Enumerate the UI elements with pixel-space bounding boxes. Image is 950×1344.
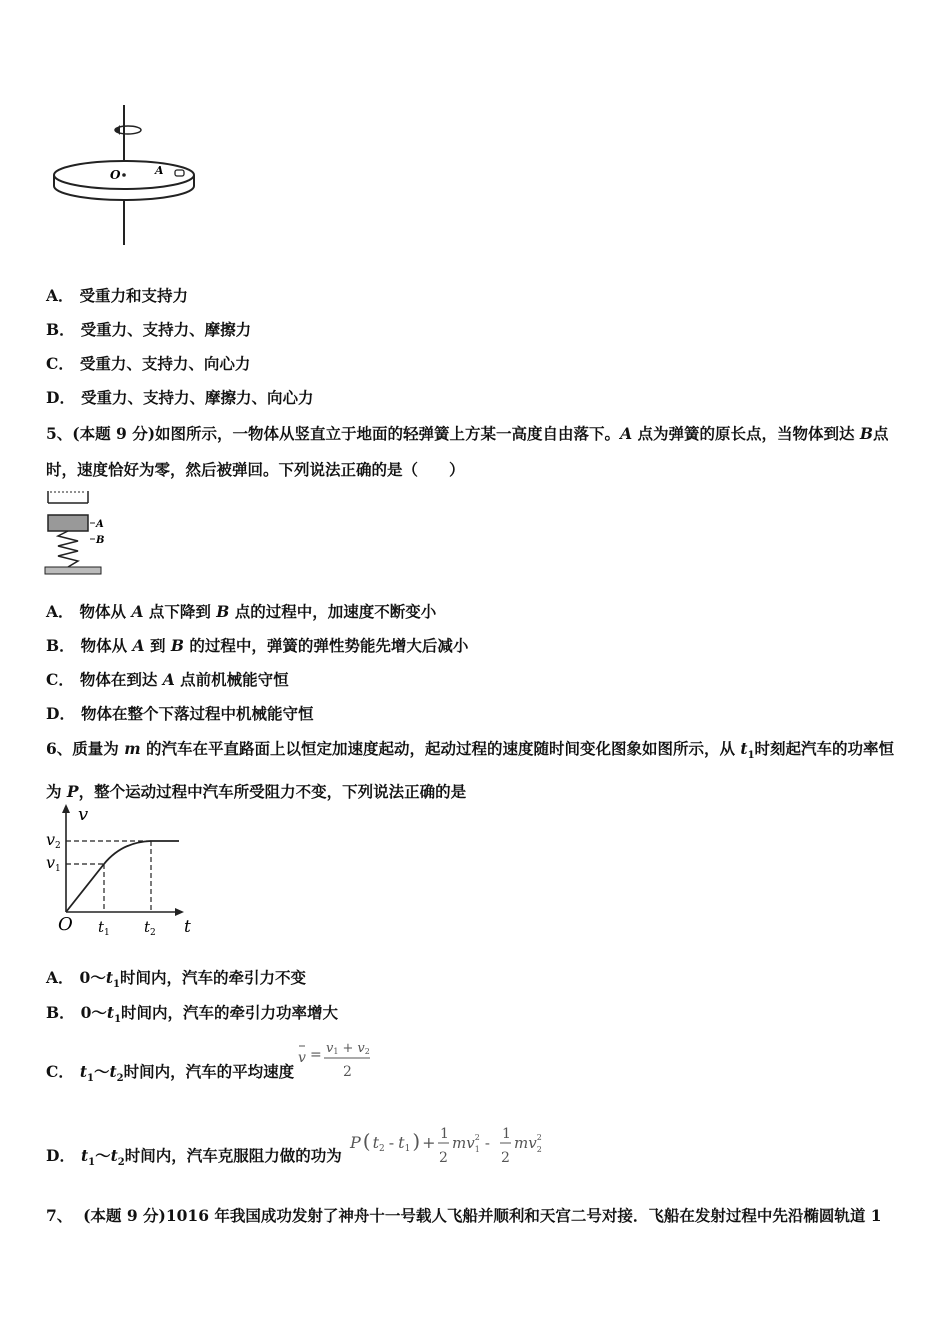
q4-option-a: A． 受重力和支持力 (46, 286, 189, 305)
q7-stem: 7、 (本题 9 分)1016 年我国成功发射了神舟十一号载人飞船并顺利和天宫二号对接．飞船在发射过程中先沿椭圆轨道 1 (46, 1206, 882, 1225)
velocity-curve (66, 841, 179, 912)
v-axis-arrow (62, 804, 70, 813)
spring-block (48, 515, 88, 531)
spring-label-a: A (96, 519, 104, 530)
half-1-num: 1 (440, 1126, 449, 1142)
axis-label-v: v (78, 804, 89, 825)
q6-option-a: A． $0\sim t_1$时间内，汽车的牵引力不变 (46, 968, 306, 991)
resistance-work-formula (348, 1122, 548, 1170)
mv1-squared: $mv^2$ 1 - (452, 1133, 490, 1154)
label-t2: $t_2$ (144, 918, 156, 938)
rotating-disk-figure (48, 100, 208, 250)
disk-object (175, 170, 184, 176)
label-t1: $t_1$ (98, 918, 110, 938)
mv2-squared: $mv^2$ 2 (514, 1133, 542, 1154)
spring-figure (44, 488, 124, 578)
ground-hatch (45, 567, 101, 574)
spring-label-b: B (96, 535, 105, 546)
average-velocity-formula (296, 1038, 376, 1084)
denominator: 2 (343, 1064, 352, 1080)
numerator: v1 + v2 (326, 1041, 370, 1056)
label-v2: v2 (46, 830, 61, 851)
half-2-den: 2 (501, 1150, 510, 1166)
q4-option-b: B． 受重力、支持力、摩擦力 (46, 320, 252, 339)
q6-option-b: B． $0\sim t_1$时间内，汽车的牵引力功率增大 (46, 1003, 339, 1026)
vbar: v (298, 1050, 306, 1066)
q4-option-c: C． 受重力、支持力、向心力 (46, 354, 251, 373)
equals: = (310, 1047, 322, 1063)
dashed-block-outline (48, 491, 88, 503)
disk-center-dot (122, 173, 126, 177)
axis-label-t: t (184, 917, 191, 937)
spring-coil (58, 531, 78, 567)
q5-option-a: A． 物体从 A 点下降到 B 点的过程中，加速度不断变小 (46, 602, 437, 621)
velocity-time-graph (44, 800, 194, 940)
q5-stem: 5、(本题 9 分)如图所示，一物体从竖直立于地面的轻弹簧上方某一高度自由落下。A 点为弹簧的原长点，当物体到达 B点时，速度恰好为零，然后被弹回。下列说法正确的是（ ） (46, 424, 889, 479)
disk-label-o: O (110, 168, 121, 182)
half-2-num: 1 (502, 1126, 511, 1142)
label-origin: O (58, 914, 73, 935)
q5-option-b: B． 物体从 A 到 B 的过程中，弹簧的弹性势能先增大后减小 (46, 636, 469, 655)
disk-label-a: A (155, 164, 164, 177)
rotation-arrowhead (115, 125, 120, 135)
q6-stem: 6、质量为 m 的汽车在平直路面上以恒定加速度起动，起动过程的速度随时间变化图象如图所示，从 $t_1$时刻起汽车的功率恒为 P，整个运动过程中汽车所受阻力不变，下列说法正确的是 (46, 739, 895, 802)
formula-d-left: P ( t2 - t1 ) + (350, 1129, 436, 1154)
half-1-den: 2 (439, 1150, 448, 1166)
q4-option-d: D． 受重力、支持力、摩擦力、向心力 (46, 388, 314, 407)
q5-option-d: D． 物体在整个下落过程中机械能守恒 (46, 704, 314, 723)
label-v1: v1 (46, 853, 61, 874)
t-axis-arrow (175, 908, 184, 916)
q5-option-c: C． 物体在到达 A 点前机械能守恒 (46, 670, 289, 689)
q6-option-d: D． $t_1\sim t_2$时间内，汽车克服阻力做的功为 (46, 1146, 342, 1169)
q6-option-c: C． $t_1\sim t_2$时间内，汽车的平均速度 (46, 1062, 295, 1085)
